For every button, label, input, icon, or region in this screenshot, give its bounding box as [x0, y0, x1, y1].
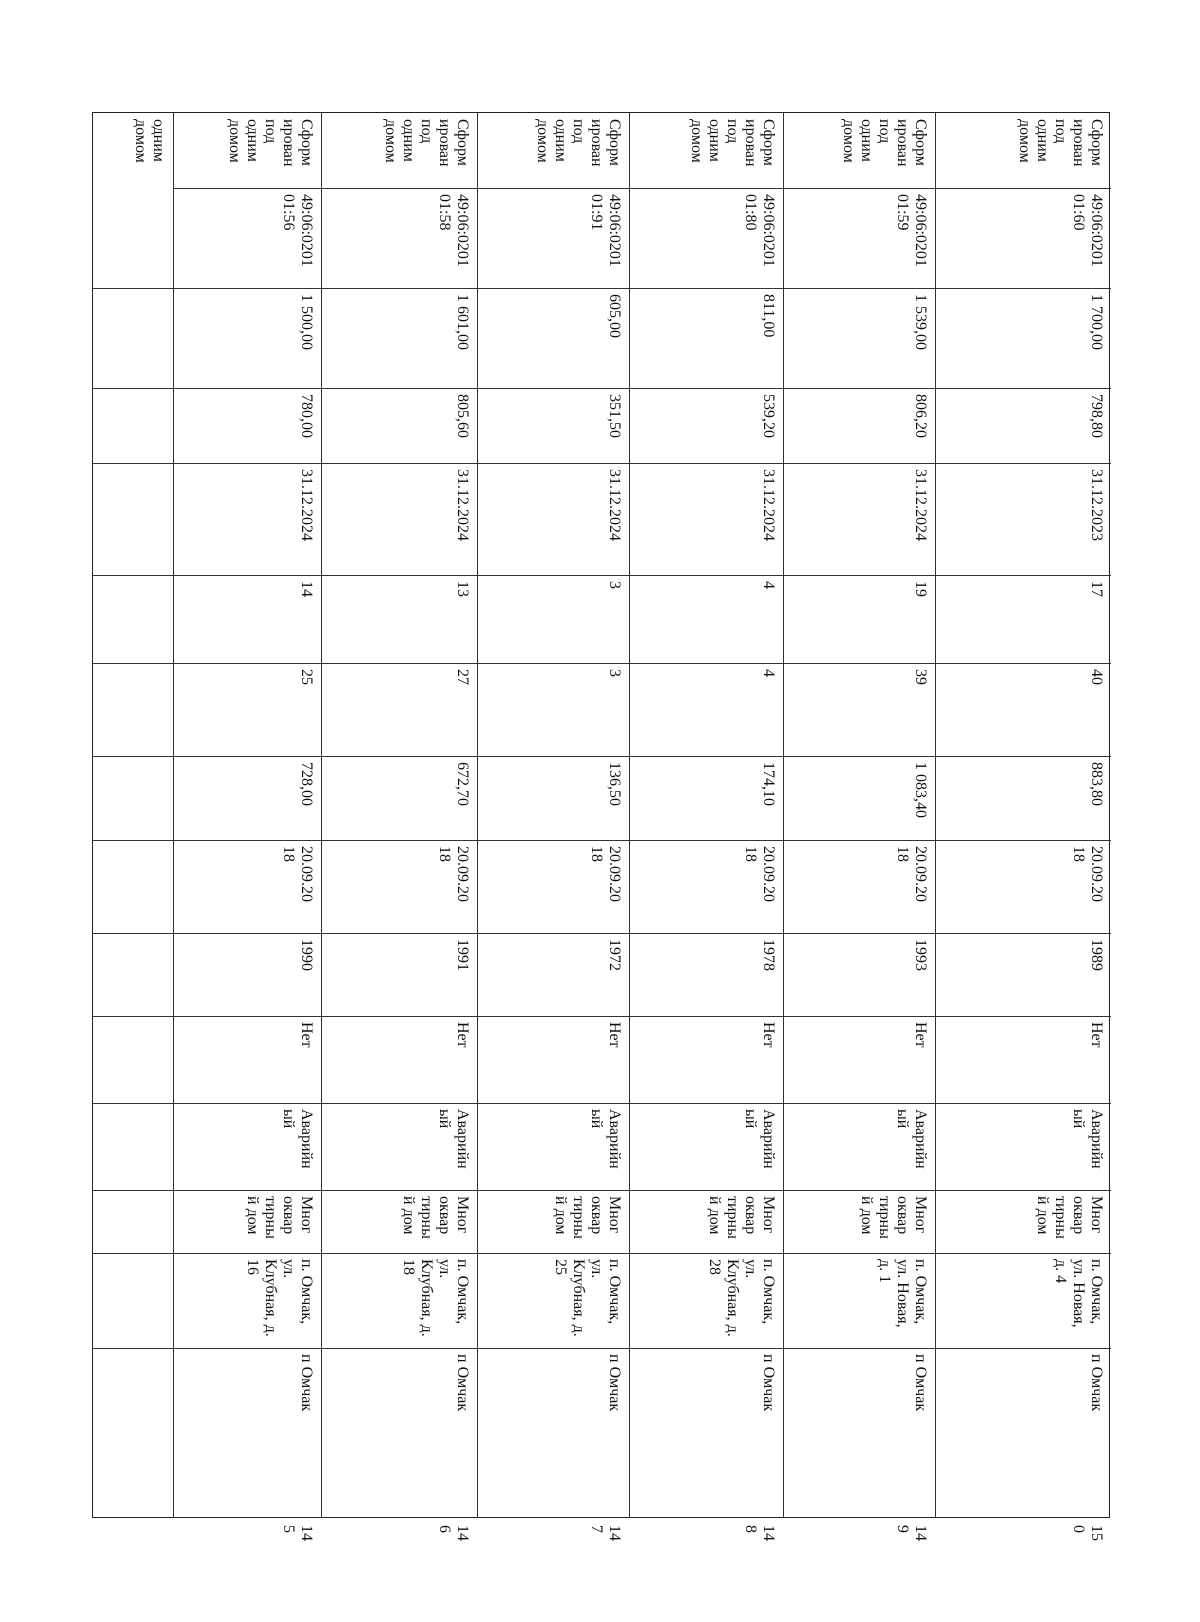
row-divider	[783, 463, 935, 464]
row-divider	[477, 933, 629, 934]
row-divider	[935, 1190, 1111, 1191]
row-divider	[173, 840, 321, 841]
row-divider	[477, 1190, 629, 1191]
row-divider	[783, 756, 935, 757]
row-divider	[321, 575, 477, 576]
row-divider	[477, 756, 629, 757]
row-divider	[629, 663, 783, 664]
row-divider	[629, 463, 783, 464]
row-divider	[629, 1190, 783, 1191]
row-divider	[935, 933, 1111, 934]
row-divider	[629, 933, 783, 934]
row-divider	[477, 840, 629, 841]
row-divider	[477, 1103, 629, 1104]
row-divider	[783, 1103, 935, 1104]
row-divider	[935, 1348, 1111, 1349]
row-divider	[321, 463, 477, 464]
row-divider	[321, 933, 477, 934]
row-divider	[93, 663, 173, 664]
row-divider	[629, 575, 783, 576]
row-divider	[477, 463, 629, 464]
row-divider	[321, 1103, 477, 1104]
row-divider	[93, 463, 173, 464]
row-divider	[93, 1253, 173, 1254]
row-divider	[629, 1348, 783, 1349]
row-divider	[173, 1348, 321, 1349]
column-divider	[783, 113, 784, 1517]
row-divider	[783, 1190, 935, 1191]
row-divider	[173, 1190, 321, 1191]
row-divider	[321, 188, 477, 189]
row-divider	[935, 840, 1111, 841]
row-divider	[321, 288, 477, 289]
row-divider	[629, 388, 783, 389]
column-divider	[629, 113, 630, 1517]
row-divider	[173, 663, 321, 664]
row-divider	[783, 288, 935, 289]
row-divider	[93, 933, 173, 934]
row-divider	[321, 1348, 477, 1349]
row-divider	[629, 1103, 783, 1104]
row-divider	[783, 1348, 935, 1349]
row-divider	[629, 188, 783, 189]
row-divider	[321, 388, 477, 389]
row-divider	[935, 1016, 1111, 1017]
row-divider	[93, 388, 173, 389]
row-divider	[935, 463, 1111, 464]
row-divider	[321, 1253, 477, 1254]
column-divider	[935, 113, 936, 1517]
row-divider	[173, 1103, 321, 1104]
column-divider	[173, 113, 174, 1517]
row-divider	[173, 388, 321, 389]
row-divider	[477, 388, 629, 389]
row-divider	[321, 1190, 477, 1191]
row-divider	[629, 840, 783, 841]
row-divider	[477, 1348, 629, 1349]
row-divider	[629, 288, 783, 289]
row-divider	[935, 756, 1111, 757]
row-divider	[173, 756, 321, 757]
column-divider	[321, 113, 322, 1517]
row-divider	[321, 1016, 477, 1017]
row-divider	[629, 1253, 783, 1254]
row-divider	[629, 1016, 783, 1017]
row-divider	[783, 933, 935, 934]
row-divider	[935, 188, 1111, 189]
row-divider	[321, 756, 477, 757]
row-divider	[173, 933, 321, 934]
row-divider	[173, 288, 321, 289]
row-divider	[93, 1016, 173, 1017]
row-divider	[93, 840, 173, 841]
row-divider	[783, 663, 935, 664]
row-divider	[173, 463, 321, 464]
row-divider	[93, 756, 173, 757]
row-divider	[783, 1016, 935, 1017]
row-divider	[935, 388, 1111, 389]
rotated-register-table: одним домом Сформ ирован под одним домом 49:06:0201 01:56 1 500,00 780,00 31.12.2024 14 25 728,00 20.09.20 18 1990 Нет Аварийн ый Мног оквар тирны й дом п. Омчак, ул. Клубная, д. 16 п Омчак 14 5 Сформ ирован под одним домом 49:06:0201 01:58 1 601,00 805,60 31.12.2024 13 27 672,70 20.09.20 18 1991 Нет Аварийн ый Мног оквар тирны й дом п. Омчак, ул. Клубная, д. 18 п Омчак 14 6 Сформ ирован под одним домом 49:06:0201 01:91 605,00 351,50 31.12.2024 3 3 136,50 20.09.20 18 1972 Нет Аварийн ый Мног оквар тирны й дом п. Омчак, ул. Клубная, д. 25 п Омчак 14 7 Сформ ирован под одним домом 49:06:0201 01:80 811,00 539,20 31.12.2024 4 4 174,10 20.09.20 18 1978 Нет Аварийн ый Мног оквар тирны й дом п. Омчак, ул. Клубная, д. 28 п Омчак 14 8 Сформ ирован под одним домом 49:06:0201 01:59 1 539,00 806,20 31.12.2024 19 39 1 083,40 20.09.20 18 1993 Нет Аварийн ый Мног оквар тирны й дом п. Омчак, ул. Новая, д. 1 п Омчак 14 9 Сформ ирован под одним домом 49:06:0201 01:60 1 700,00 798,80 31.12.2023 17 40 883,80 20.09.20 18 1989 Нет Аварийн ый Мног оквар тирны й дом п. Омчак, ул. Новая, д. 4 п Омчак 15 0	[92, 112, 1110, 1518]
row-divider	[783, 575, 935, 576]
row-divider	[477, 1016, 629, 1017]
row-divider	[173, 1253, 321, 1254]
row-divider	[935, 288, 1111, 289]
row-divider	[935, 1103, 1111, 1104]
row-divider	[321, 663, 477, 664]
row-divider	[783, 188, 935, 189]
row-divider	[173, 575, 321, 576]
row-divider	[321, 840, 477, 841]
row-divider	[783, 1253, 935, 1254]
row-divider	[783, 840, 935, 841]
column-divider	[477, 113, 478, 1517]
row-divider	[173, 188, 321, 189]
row-divider	[173, 1016, 321, 1017]
row-divider	[477, 575, 629, 576]
row-divider	[477, 288, 629, 289]
row-divider	[935, 575, 1111, 576]
row-divider	[783, 388, 935, 389]
row-divider	[93, 1348, 173, 1349]
row-divider	[93, 1190, 173, 1191]
row-divider	[477, 663, 629, 664]
row-divider	[935, 1253, 1111, 1254]
row-divider	[629, 756, 783, 757]
row-divider	[93, 1103, 173, 1104]
row-divider	[93, 575, 173, 576]
row-divider	[477, 1253, 629, 1254]
row-divider	[935, 663, 1111, 664]
row-divider	[477, 188, 629, 189]
row-divider	[93, 288, 173, 289]
